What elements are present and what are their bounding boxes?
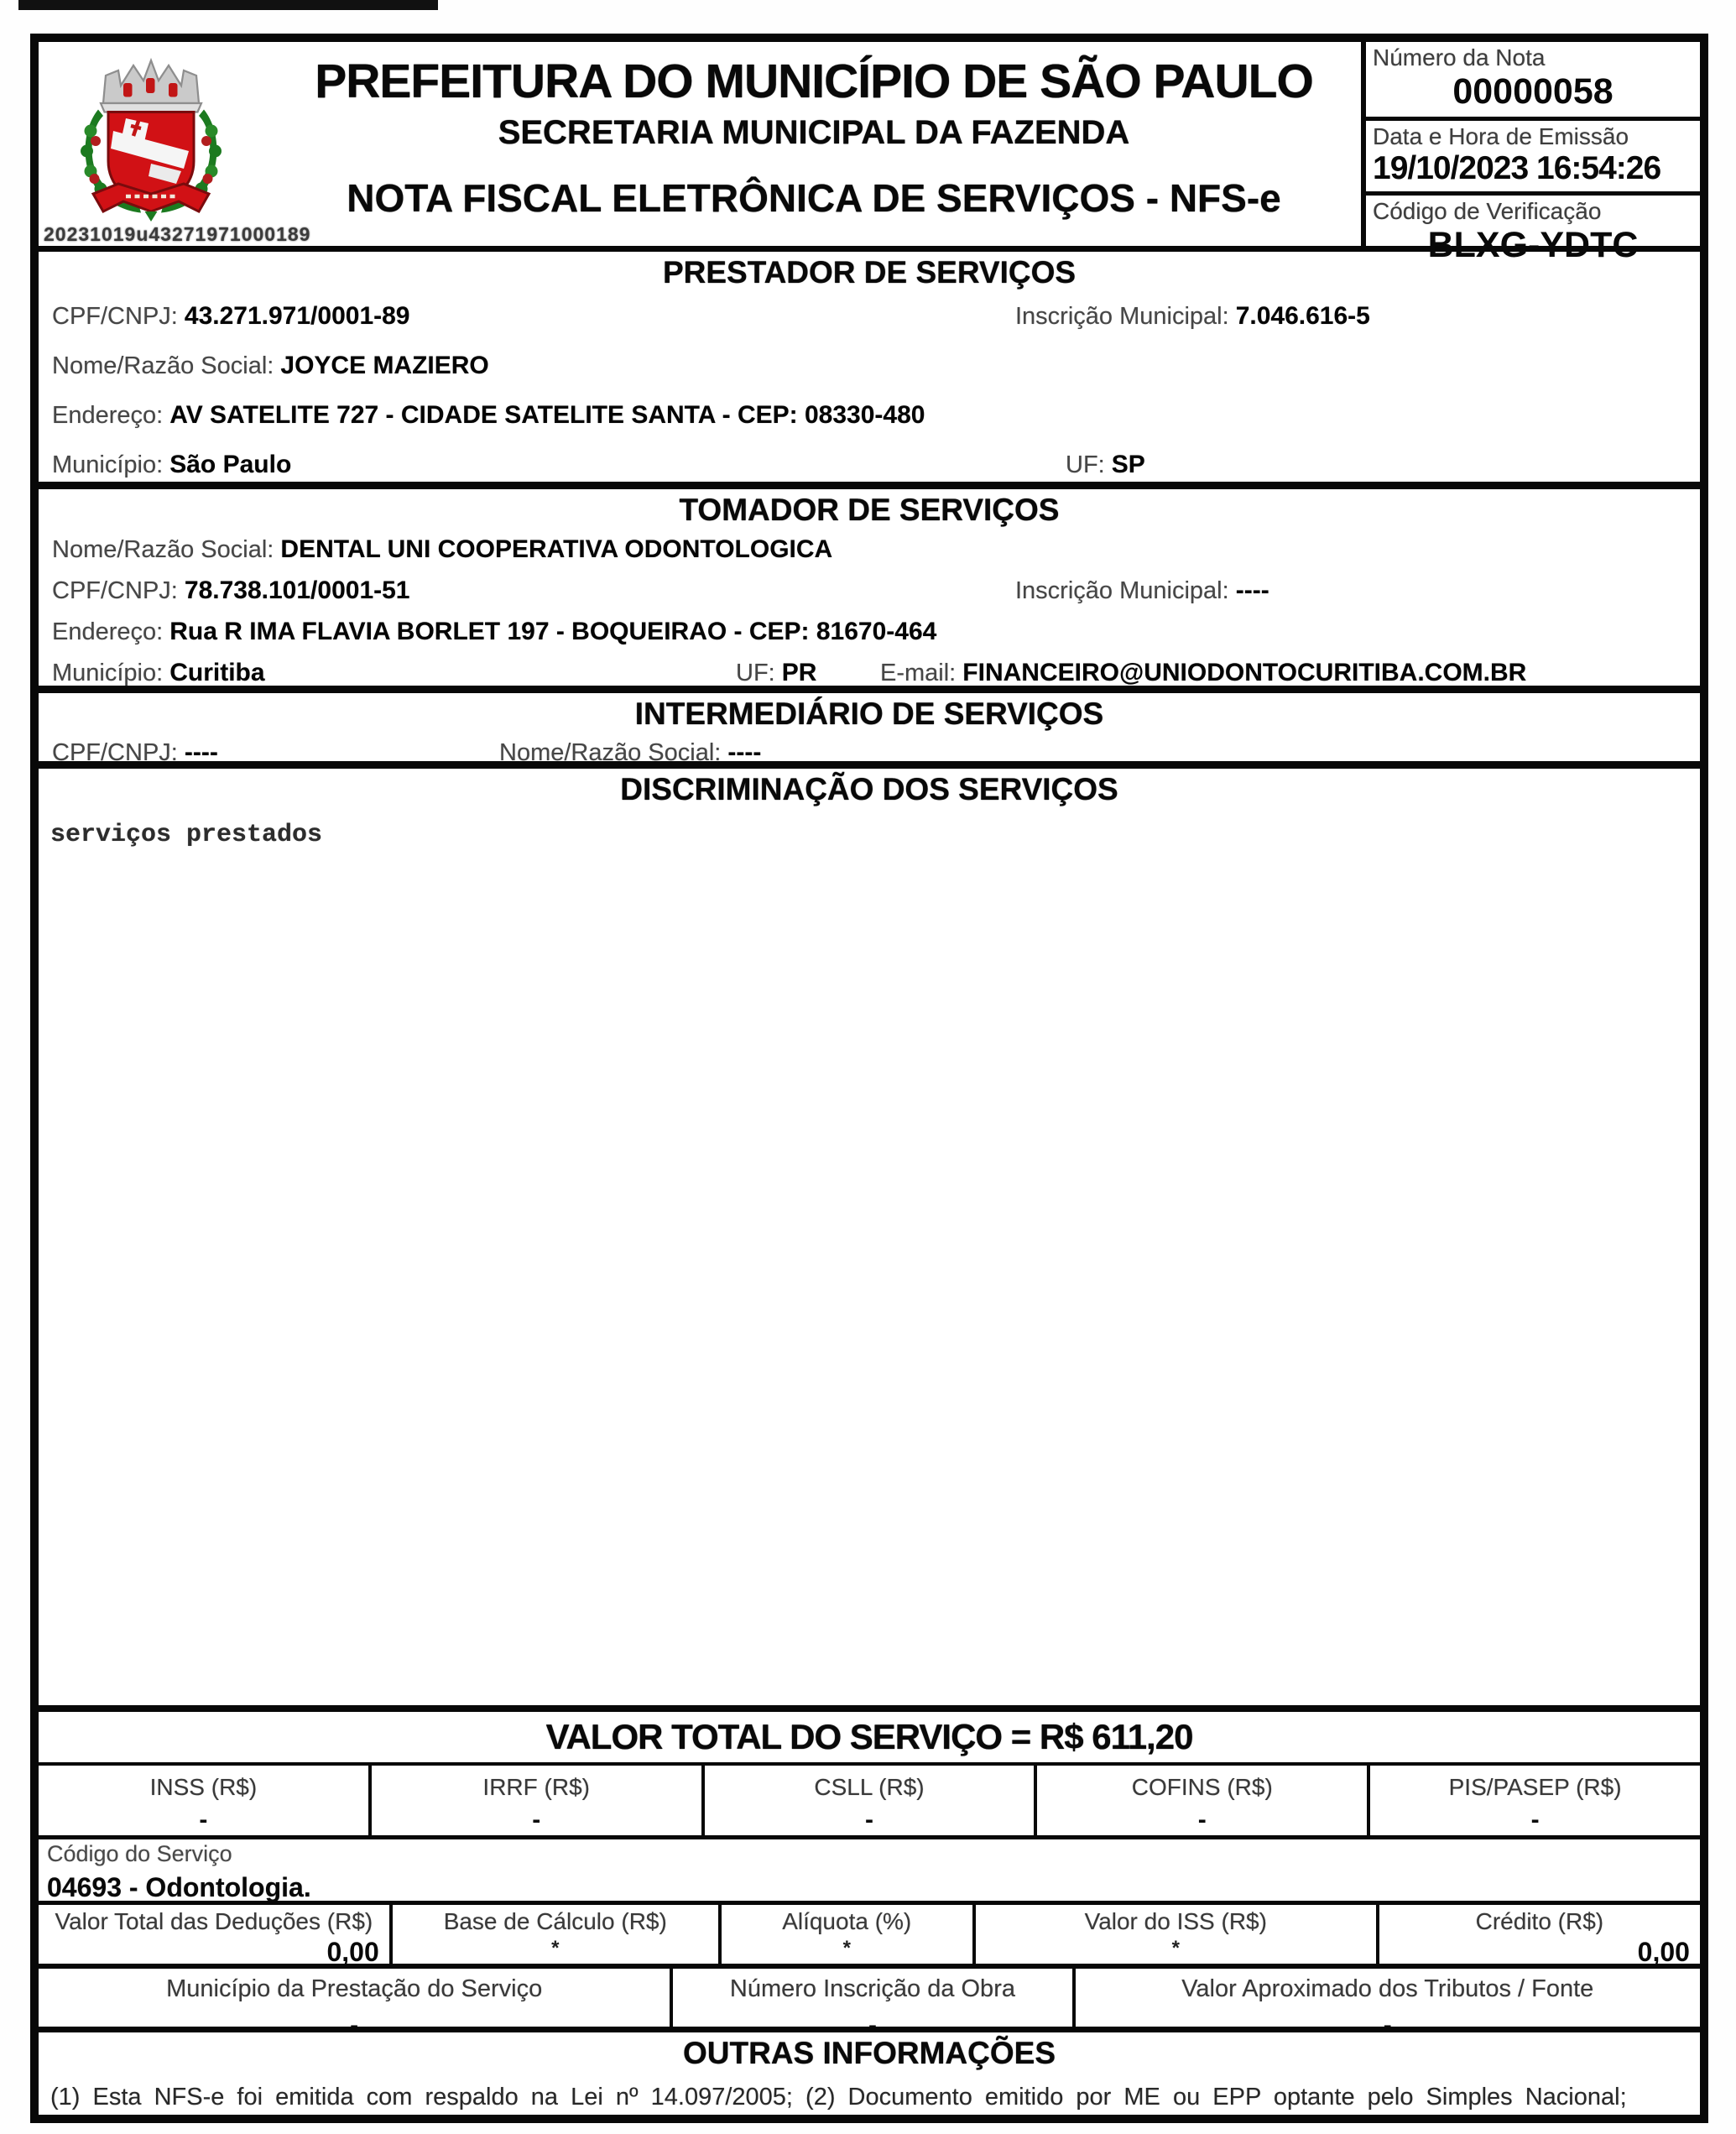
logo-area — [39, 42, 311, 246]
base-calculo-label: Base de Cálculo (R$) — [443, 1907, 667, 1934]
municipio-prestacao-value: - — [350, 2011, 359, 2039]
base-calculo-cell — [393, 1905, 722, 1964]
codigo-servico-row — [39, 1839, 1700, 1905]
prestador-section-title: PRESTADOR DE SERVIÇOS — [662, 255, 1077, 290]
intermediario-section-title: INTERMEDIÁRIO DE SERVIÇOS — [634, 697, 1104, 731]
sao-paulo-coat-of-arms-logo — [76, 52, 227, 230]
tomador-endereco-row — [39, 610, 1700, 651]
imposto-csll-label: CSLL (R$) — [814, 1773, 925, 1800]
deducoes-cell — [39, 1905, 393, 1967]
calculo-table — [39, 1905, 1700, 1969]
emissao-row — [1366, 121, 1700, 196]
imposto-inss-cell — [39, 1766, 372, 1835]
tomador-municipio-value: Curitiba — [169, 659, 265, 686]
note-info-box — [1361, 42, 1700, 265]
prestador-section — [39, 252, 1700, 489]
credito-value: 0,00 — [1637, 1936, 1690, 1967]
imposto-irrf-label: IRRF (R$) — [482, 1773, 590, 1800]
municipio-prestacao-cell — [39, 1969, 673, 2039]
tributos-fonte-cell — [1076, 1969, 1700, 2039]
inscricao-obra-label: Número Inscrição da Obra — [729, 1975, 1015, 2002]
imposto-pispasep-cell — [1370, 1766, 1700, 1835]
numero-nota-row — [1366, 42, 1700, 121]
intermediario-cpf-value: ---- — [184, 738, 218, 766]
imposto-pispasep-value: - — [1530, 1805, 1540, 1834]
aliquota-label: Alíquota (%) — [782, 1907, 912, 1934]
document-header — [39, 42, 1700, 265]
scan-artifact-bar — [18, 0, 438, 10]
prestador-cpf-label: CPF/CNPJ: — [52, 303, 178, 330]
prestador-nome-label: Nome/Razão Social: — [52, 352, 274, 379]
tomador-nome-row — [39, 528, 1700, 569]
deducoes-label: Valor Total das Deduções (R$) — [55, 1907, 373, 1934]
outras-informacoes-title: OUTRAS INFORMAÇÕES — [683, 2035, 1056, 2070]
verificacao-label: Código de Verificação — [1373, 198, 1602, 224]
prestador-nome-value: JOYCE MAZIERO — [280, 352, 489, 379]
aliquota-value: * — [842, 1936, 851, 1959]
scan-code-text: 20231019u43271971000189 — [44, 223, 311, 245]
secretaria-subtitle: SECRETARIA MUNICIPAL DA FAZENDA — [498, 114, 1130, 151]
emissao-value: 19/10/2023 16:54:26 — [1373, 150, 1661, 186]
imposto-irrf-value: - — [532, 1805, 541, 1834]
credito-label: Crédito (R$) — [1475, 1907, 1604, 1934]
tomador-nome-label: Nome/Razão Social: — [52, 536, 274, 563]
discriminacao-section-title: DISCRIMINAÇÃO DOS SERVIÇOS — [620, 772, 1118, 806]
valor-total-text: VALOR TOTAL DO SERVIÇO = R$ 611,20 — [545, 1716, 1193, 1756]
intermediario-cpf-label: CPF/CNPJ: — [52, 739, 178, 766]
imposto-inss-label: INSS (R$) — [149, 1773, 258, 1800]
local-prestacao-table — [39, 1969, 1700, 2039]
tomador-uf-value: PR — [781, 659, 817, 686]
credito-cell — [1379, 1905, 1700, 1967]
outras-informacoes-section — [39, 2032, 1700, 2115]
tributos-fonte-value: - — [1383, 2011, 1392, 2039]
outras-informacoes-text: (1) Esta NFS-e foi emitida com respaldo na Lei nº 14.097/2005; (2) Documento emitido por ME ou EPP optante pelo Simples Nacional; — [50, 2083, 1627, 2111]
tomador-endereco-label: Endereço: — [52, 618, 164, 645]
imposto-cofins-label: COFINS (R$) — [1131, 1773, 1273, 1800]
tomador-section — [39, 489, 1700, 693]
prefeitura-title: PREFEITURA DO MUNICÍPIO DE SÃO PAULO — [315, 55, 1313, 108]
imposto-csll-value: - — [864, 1805, 873, 1834]
prestador-endereco-value: AV SATELITE 727 - CIDADE SATELITE SANTA - CEP: 08330-480 — [169, 401, 925, 429]
imposto-csll-cell — [705, 1766, 1038, 1835]
tributos-fonte-label: Valor Aproximado dos Tributos / Fonte — [1181, 1975, 1594, 2002]
valor-iss-label: Valor do ISS (R$) — [1084, 1907, 1267, 1934]
header-titles — [267, 42, 1361, 246]
deducoes-value: 0,00 — [326, 1936, 379, 1967]
tomador-inscricao-label: Inscrição Municipal: — [1015, 577, 1229, 604]
numero-nota-value: 00000058 — [1452, 71, 1613, 112]
valor-total-row — [39, 1712, 1700, 1766]
valor-iss-value: * — [1171, 1936, 1180, 1959]
prestador-uf-value: SP — [1111, 451, 1145, 478]
imposto-cofins-cell — [1037, 1766, 1370, 1835]
tomador-nome-value: DENTAL UNI COOPERATIVA ODONTOLOGICA — [280, 535, 833, 563]
tomador-section-title: TOMADOR DE SERVIÇOS — [679, 493, 1060, 527]
tomador-cpf-value: 78.738.101/0001-51 — [184, 577, 410, 604]
numero-nota-label: Número da Nota — [1373, 44, 1546, 70]
tomador-cpf-row — [39, 569, 1700, 610]
emissao-label: Data e Hora de Emissão — [1373, 123, 1629, 149]
imposto-pispasep-label: PIS/PASEP (R$) — [1448, 1773, 1622, 1800]
discriminacao-section — [39, 769, 1700, 1712]
impostos-table — [39, 1766, 1700, 1839]
imposto-cofins-value: - — [1197, 1805, 1207, 1834]
codigo-servico-value: 04693 - Odontologia. — [47, 1871, 311, 1902]
tomador-email-value: FINANCEIRO@UNIODONTOCURITIBA.COM.BR — [962, 659, 1527, 686]
municipio-prestacao-label: Município da Prestação do Serviço — [166, 1975, 543, 2002]
imposto-irrf-cell — [372, 1766, 705, 1835]
prestador-inscricao-value: 7.046.616-5 — [1235, 302, 1370, 330]
intermediario-section — [39, 693, 1700, 769]
inscricao-obra-value: - — [868, 2011, 877, 2039]
prestador-inscricao-label: Inscrição Municipal: — [1015, 303, 1229, 330]
prestador-cpf-row — [39, 290, 1700, 340]
nfse-document — [30, 34, 1708, 2123]
tomador-inscricao-value: ---- — [1235, 577, 1269, 604]
tomador-uf-label: UF: — [736, 660, 775, 686]
prestador-municipio-value: São Paulo — [169, 451, 292, 478]
prestador-endereco-row — [39, 389, 1700, 439]
intermediario-row — [39, 732, 1700, 769]
inscricao-obra-cell — [673, 1969, 1075, 2039]
verificacao-value: BLXG-YDTC — [1427, 225, 1639, 265]
aliquota-cell — [722, 1905, 976, 1964]
discriminacao-content: serviços prestados — [50, 821, 323, 849]
intermediario-nome-label: Nome/Razão Social: — [499, 739, 722, 766]
prestador-municipio-row — [39, 439, 1700, 488]
prestador-endereco-label: Endereço: — [52, 402, 164, 429]
prestador-nome-row — [39, 340, 1700, 389]
base-calculo-value: * — [551, 1936, 560, 1959]
codigo-servico-label: Código do Serviço — [47, 1840, 232, 1866]
tomador-cpf-label: CPF/CNPJ: — [52, 577, 178, 604]
imposto-inss-value: - — [199, 1805, 208, 1834]
prestador-uf-label: UF: — [1066, 451, 1105, 478]
tomador-endereco-value: Rua R IMA FLAVIA BORLET 197 - BOQUEIRAO - CEP: 81670-464 — [169, 618, 937, 645]
prestador-municipio-label: Município: — [52, 451, 164, 478]
tomador-email-label: E-mail: — [880, 660, 957, 686]
nfse-doc-title: NOTA FISCAL ELETRÔNICA DE SERVIÇOS - NFS-e — [347, 176, 1281, 220]
intermediario-nome-value: ---- — [727, 738, 762, 766]
tomador-municipio-row — [39, 651, 1700, 692]
prestador-cpf-value: 43.271.971/0001-89 — [184, 302, 410, 330]
valor-iss-cell — [976, 1905, 1379, 1964]
tomador-municipio-label: Município: — [52, 660, 164, 686]
